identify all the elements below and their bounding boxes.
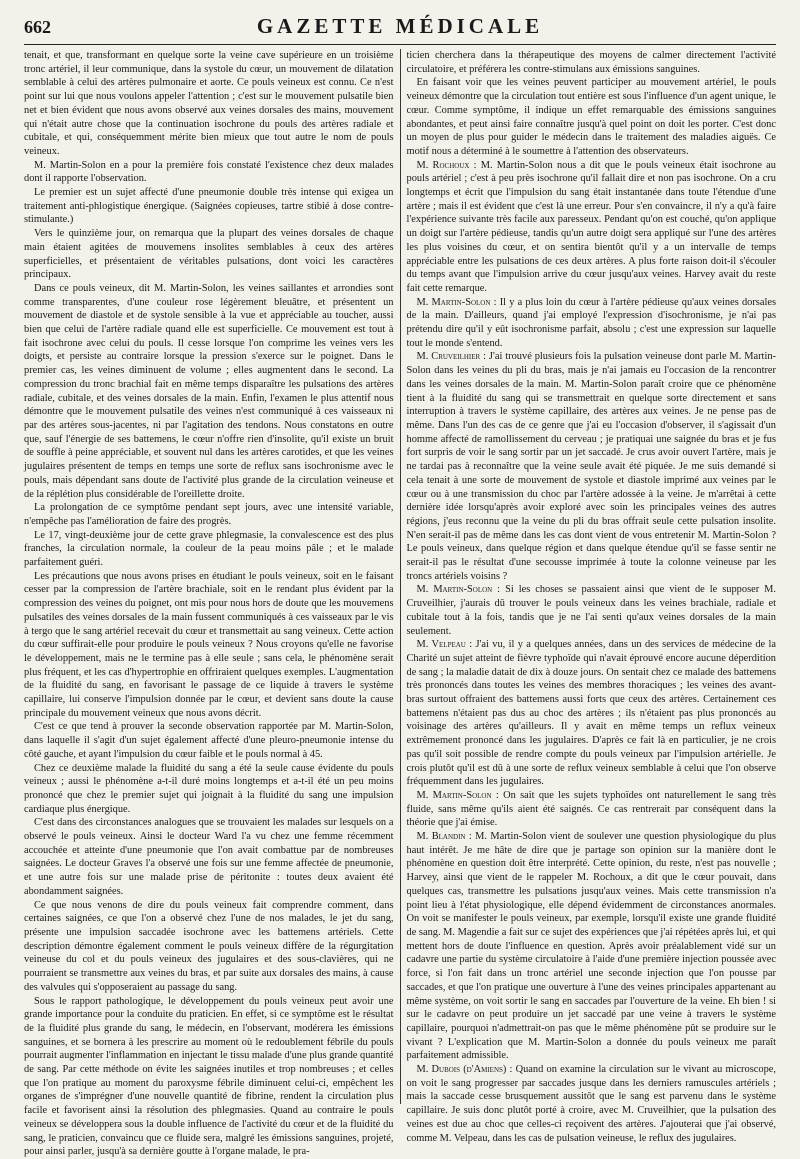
paragraph — [24, 995, 394, 1159]
page-number: 662 — [24, 17, 51, 37]
paragraph — [24, 720, 394, 761]
paragraph — [24, 816, 394, 898]
paragraph-text: Vers le quinzième jour, on remarqua que la plupart des veines dorsales de chaque main étaient agitées de mouvemens insolites semblables à ceux des artères superficielles, et présentaient de véritables pulsations, dont voici les caractères principaux. — [24, 228, 394, 281]
paragraph — [24, 49, 394, 159]
paragraph-text: M. Martin-Solon nous a dit que le pouls veineux était isochrone au pouls artériel ; c'est à peu près isochrone qu'il fallait dire et non pas isochrone. On a cru longtemps et écrit que l'impulsion du sang était instantanée dans toute l'étendue d'une artère ; mais il est évident que c'est là une erreur. Pour s'en convaincre, il n'y a qu'à faire l'expérience suivante très facile aux paresseux. Pendant qu'on est couché, qu'on applique un doigt sur l'artère pédieuse, tandis qu'un autre doigt sera appliqué sur l'une des artères les plus voisines du cœur, et on sentira bientôt qu'il y a un intervalle de temps appréciable entre les pulsations de ces deux artères. A plus forte raison doit-il s'écouler du temps avant que l'impulsion arrive du cœur jusqu'aux veines. Harvey avait du reste fait cette remarque. — [406, 159, 776, 294]
paragraph-text: tenait, et que, transformant en quelque sorte la veine cave supérieure en un troisième tronc artériel, il leur communique, dans la systole du cœur, un mouvement de dilatation semblable à celui des artères pulmonaire et aorte. Ce pouls veineux est connu. Ce n'est point sur lui que nous voulons appeler l'attention ; c'est sur le mouvement pulsatile bien net et bien évident que nous avons observé aux veines dorsales des mains, mouvement qui n'était autre chose que la continuation isochrone du pouls des artères radiale et cubitale, et qui, conséquemment mérite bien mieux que tout autre le nom de pouls veineux. — [24, 50, 394, 157]
paragraph-text: Le premier est un sujet affecté d'une pneumonie double très intense qui exigea un traitement anti-phlogistique énergique. (Saignées copieuses, tartre stibié à dose contre-stimulante.) — [24, 187, 394, 226]
paragraph — [407, 159, 777, 296]
paragraph-text: Quand on examine la circulation sur le vivant au microscope, on voit le sang progresser par saccades jusque dans les derniers ramuscules artériels ; mais la saccade cesse brusquement aussitôt que le sang est parvenu dans le système capillaire. Je suis donc plutôt porté à croire, avec M. Cruveilhier, que la pulsation des veines est due au choc que celles-ci reçoivent des artères. J'ajouterai que j'ai observé, comme M. Velpeau, dans les cas de pulsation veineuse, le reflux des jugulaires. — [406, 1064, 776, 1144]
paragraph — [24, 159, 394, 186]
speaker-name: M. Rochoux : — [416, 159, 481, 171]
paragraph-text: Chez ce deuxième malade la fluidité du sang a été la seule cause évidente du pouls veineux ; aussi le phénomène a-t-il duré moins longtemps et a-t-il été un peu moins prononcé que chez le premier sujet qui joignait à la fluidité du sang une impulsion cardiaque plus énergique. — [24, 762, 394, 815]
paragraph-text: On sait que les sujets typhoïdes ont naturellement le sang très fluide, sans même qu'ils aient été saignés. Ce cas rentrerait par conséquent dans la théorie que j'ai émise. — [406, 789, 776, 829]
paragraph-text: La prolongation de ce symptôme pendant sept jours, avec une intensité variable, n'empêche pas l'amélioration de faire des progrès. — [24, 502, 394, 527]
paragraph-text: ticien cherchera dans la thérapeutique des moyens de calmer directement l'activité circulatoire, et préférera les contre-stimulans aux émissions sanguines. — [406, 50, 776, 75]
paragraph — [24, 529, 394, 570]
paragraph-text: J'ai trouvé plusieurs fois la pulsation veineuse dont parle M. Martin-Solon dans les veines du pli du bras, mais je n'ai jamais eu l'occasion de la rencontrer dans les veines dorsales de la main. M. Martin-Solon paraît croire que ce phénomène tient à la fluidité du sang qui se transmettrait en quelque sorte directement et sans interruption à travers le système capillaire, des artères aux veines. Je ne pense pas de même. Dans l'un des cas de ce genre que j'ai eu l'occasion d'observer, il s'agissait d'un homme affecté de ramollissement du cerveau ; je pratiquai une saignée du bras et je fus fort surpris de voir le sang sortir par un jet saccadé. Je crus avoir ouvert l'artère, mais je ne tardai pas à reconnaître que la veine seule avait été piquée. Je me suis demandé si cela tenait à une sorte de mouvement de systole et diastole imprimé aux veines par le cœur ou à une transmission du choc par l'artère adossée à la veine. Je m'arrêtai à cette dernière idée lorsqu'après avoir exploré avec soin les principales veines des autres régions, j'eus reconnu que la veine du pli du bras offrait seule cette pulsation insolite. N'en serait-il pas de même dans les cas dont vient de vous entretenir M. Martin-Solon ? Le pouls veineux, dans quelque région et dans quelque étendue qu'il se fasse sentir ne serait-il pas le résultat d'une secousse imprimée à toute la colonne veineuse par les troncs artériels voisins ? — [406, 351, 776, 582]
paragraph — [24, 186, 394, 227]
journal-title: GAZETTE MÉDICALE — [256, 14, 544, 38]
speaker-name: M. Martin-Solon : — [416, 296, 500, 308]
paragraph — [407, 296, 777, 351]
speaker-name: M. Blandin : — [416, 831, 476, 843]
paragraph — [407, 830, 777, 1063]
paragraph-text: J'ai vu, il y a quelques années, dans un des services de médecine de la Charité un sujet atteint de fièvre typhoïde qui n'avait éprouvé encore aucune déperdition de sang ; la maladie datait de dix à douze jours. On sentait chez ce malade des battemens très prononcés dans toutes les veines des membres thoraciques ; les veines des avant-bras surtout offraient des battemens aussi forts que ceux des artères. Certainement ces battemens n'étaient pas dus au choc des artères ; ils n'étaient pas plus prononcés au voisinage des artères qu'ailleurs. Il y avait en même temps un reflux veineux extrêmement prononcé dans les jugulaires. D'après ce fait là en particulier, je ne crois pas qu'il soit possible de rendre compte du pouls veineux par l'impulsion artérielle. Je crois plutôt qu'il est dû à une sorte de reflux veineux semblable à celui que l'on observe fréquemment dans les jugulaires. — [406, 639, 777, 788]
speaker-name: M. Cruveilhier : — [416, 351, 489, 363]
paragraph — [24, 227, 394, 282]
paragraph — [24, 762, 394, 817]
speaker-name: M. Dubois (d'Amiens) : — [416, 1064, 516, 1076]
speaker-name: M. Martin-Solon : — [416, 789, 504, 801]
paragraph-text: En faisant voir que les veines peuvent participer au mouvement artériel, le pouls veineux démontre que la circulation tout entière est sous l'influence d'un agent unique, le cœur. Comme symptôme, il indique un effet remarquable des émissions sanguines abondantes, et peut ainsi faire connaître jusqu'à quel point on doit les porter. C'est donc un moyen de plus pour guider le médecin dans le traitement des maladies aiguës. Ce motif nous a déterminé à le soumettre à l'attention des observateurs. — [406, 77, 776, 157]
paragraph-text: Si les choses se passaient ainsi que vient de le supposer M. Cruveilhier, j'aurais dû trouver le pouls veineux dans les veines brachiale, radiale et cubitale tout à la fois, tandis que je ne l'ai senti qu'aux veines dorsales de la main seulement. — [406, 584, 776, 637]
paragraph — [24, 501, 394, 528]
left-column — [24, 49, 401, 1158]
paragraph — [24, 899, 394, 995]
paragraph-text: Ce que nous venons de dire du pouls veineux fait comprendre comment, dans certaines saignées, ce que l'on a observé chez l'une de nos malades, le jet du sang, présente une impulsion saccadée isochrone avec les battemens artériels. Cette description démontre également comment le pouls veineux diffère de la régurgitation veineuse du col et du pouls veineux des jugulaires et des sous-clavières, qui ne pourraient se transmettre aux veines du bras, et par suite aux dorsales des mains, à cause des valvules qui s'opposeraient au passage du sang. — [24, 899, 394, 993]
paragraph — [407, 350, 777, 583]
paragraph-text: Dans ce pouls veineux, dit M. Martin-Solon, les veines saillantes et arrondies sont comme transparentes, d'une couleur rose légèrement bleuâtre, et présentent un mouvement de diastole et de systole sensible à la vue et appréciable au toucher, aussi bien que celui de l'artère radiale quand elle est superficielle. Ce mouvement est tout à fait isochrone avec celui du pouls. Il cesse lorsque l'on comprime les veines vers les doigts, et persiste au contraire lorsque la pression s'exerce sur le poignet. Dans le premier cas, les veines diminuent de volume ; elles augmentent dans le second. La compression du tronc brachial fait en même temps disparaître les pulsations des artères radiale, cubitale, et des veines dorsales de la main. Enfin, l'examen le plus attentif nous démontre que le mouvement pulsatile des veines n'est communiqué à ces vaisseaux ni par des artères sous-jacentes, ni par l'agitation des tendons. Nous constatons en outre que, sauf l'énergie de ses battemens, le cœur n'offre rien d'insolite, qu'il existe un bruit de souffle à peine appréciable, et souvent nul dans les artères carotides, et que les veines jugulaires présentent de temps en temps une sorte de reflux sans isochronisme avec le pouls, mais dépendant sans doute de l'activité plus grande de la circulation veineuse et de la réplétion plus considérable de l'oreillette droite. — [24, 282, 394, 500]
paragraph — [407, 76, 777, 158]
paragraph-text: C'est dans des circonstances analogues que se trouvaient les malades sur lesquels on a observé le pouls veineux. Ainsi le docteur Ward l'a vu chez une femme récemment accouchée et atteinte d'une pneumonie que l'on avait combattue par de nombreuses saignées. Le docteur Graves l'a observé une fois sur une femme affectée de pneumonie, et une autre fois sur une malade prise de péritonite : toutes deux avaient été abondamment saignées. — [24, 817, 394, 897]
paragraph-text: Il y a plus loin du cœur à l'artère pédieuse qu'aux veines dorsales de la main. D'ailleurs, quand j'ai employé l'expression d'isochronisme, je n'ai pas prétendu dire qu'il y eût isochronisme parfait, absolu ; c'est une expression sur laquelle tout le monde s'entend. — [406, 296, 776, 349]
masthead — [24, 14, 776, 45]
paragraph-text: M. Martin-Solon vient de soulever une question physiologique du plus haut intérêt. Je me hâte de dire que je partage son opinion sur la manière dont le phénomène en question doit être interprété. Cette opinion, du reste, n'est pas nouvelle ; Harvey, ainsi que vient de le rappeler M. Rochoux, a dit que le cœur pouvait, dans quelques cas, transmettre les pulsations jusqu'aux veines. Mais cette transmission n'a point lieu à l'état physiologique, elle dépend évidemment de circonstances anormales. On voit se manifester le pouls veineux, par exemple, lorsqu'il existe une grande fluidité de sang. M. Magendie a fait sur ce sujet des expériences que j'ai répétées après lui, et qui mettent hors de doute l'influence en question. Après avoir préalablement vidé sur un cadavre une partie du système circulatoire à l'aide d'une première injection poussée avec force, si l'on fait dans un tronc artériel une seconde injection que l'on pousse par saccades, et que l'on pratique une ouverture à l'une des veines principales appartenant au même système, on voit sortir le sang en saccades par l'ouverture de la veine. Eh bien ! si sur le cadavre on peut produire un jet saccadé par une veine à travers le système capillaire, pourquoi n'admettrait-on pas que le même phénomène pût se produire sur le vivant ? L'explication que M. Martin-Solon a donnée du pouls veineux me paraît parfaitement admissible. — [406, 831, 777, 1062]
paragraph — [407, 638, 777, 789]
paragraph — [407, 789, 777, 830]
article-columns — [24, 49, 777, 1158]
speaker-name: M. Velpeau : — [416, 639, 476, 651]
paragraph — [24, 570, 394, 721]
paragraph — [407, 1063, 777, 1145]
paragraph — [407, 49, 777, 76]
speaker-name: M. Martin-Solon : — [416, 584, 506, 596]
paragraph-text: M. Martin-Solon en a pour la première fois constaté l'existence chez deux malades dont il rapporte l'observation. — [24, 159, 394, 185]
paragraph — [407, 583, 777, 638]
paragraph-text: Le 17, vingt-deuxième jour de cette grave phlegmasie, la convalescence est des plus franches, la circulation normale, la couleur de la peau moins pâle ; et le malade parfaitement guéri. — [24, 529, 394, 569]
paragraph-text: Sous le rapport pathologique, le développement du pouls veineux peut avoir une grande importance pour la conduite du praticien. En effet, si ce symptôme est le résultat de la fluidité plus grande du sang, le médecin, en l'observant, modérera les émissions sanguines, et se bornera à les prescrire au moment où le redoublement fébrile du pouls pourrait augmenter l'inflammation en injectant le tissu malade d'une plus grande quantité de sang. Par cette méthode on évite les saignées inutiles et trop nombreuses ; et celles que l'on pratique au moment du paroxysme fébrile diminuent celui-ci, empêchent les organes de s'imprégner d'une nouvelle quantité de fibrine, rendent la circulation plus facile et favorisent ainsi la résolution des phlegmasies. Quand au contraire le pouls veineux se développera sous la double influence de l'activité du cœur et de la fluidité du sang, le praticien, convaincu que ce fluide sera, malgré les émissions sanguines, projeté, pour ainsi parler, jusqu'à sa dernière goutte à l'organe malade, le pra- — [24, 995, 394, 1158]
paragraph-text: C'est ce que tend à prouver la seconde observation rapportée par M. Martin-Solon, dans laquelle il s'agit d'un sujet également affecté d'une pleuro-pneumonie intense du côté gauche, et ayant l'impulsion du cœur faible et le pouls normal à 45. — [24, 721, 394, 760]
right-column — [401, 49, 777, 1144]
paragraph — [24, 282, 394, 501]
paragraph-text: Les précautions que nous avons prises en étudiant le pouls veineux, soit en le faisant cesser par la compression de l'artère brachiale, soit en le rendant plus évident par la compression des veines du poignet, ont mis pour nous hors de doute que les mouvemens pulsatiles des veines dorsales de la main fussent communiqués à ces vaisseaux par le vis à tergo que le sang artériel recevait du cœur et transmettait au sang veineux. Cette action du cœur suffirait-elle pour produire le pouls veineux ? Nous croyons qu'elle ne favorise le développement, mais ne le termine pas à elle seule ; sans cela, le phénomène serait plus fréquent, et les cas d'hypertrophie en offriraient quelques exemples. L'augmentation de la fluidité du sang, en favorisant le passage de ce liquide à travers le système capillaire, lui conserve l'impulsion donnée par le cœur, et devient sans doute la cause principale du mouvement veineux que nous avons décrit. — [24, 570, 394, 719]
